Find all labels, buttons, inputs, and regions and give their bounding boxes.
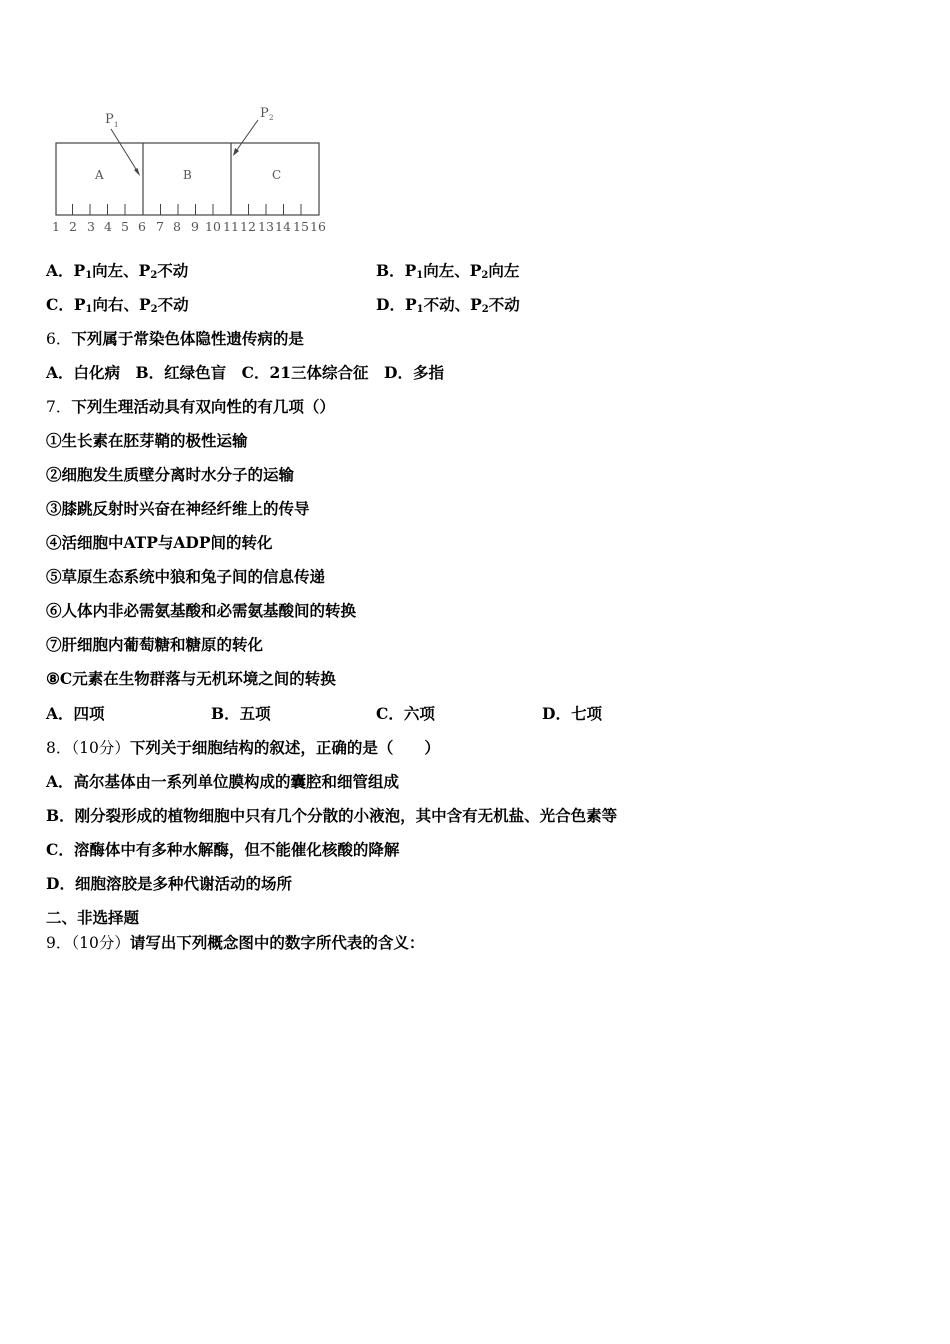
compartment-diagram [48, 98, 348, 238]
compartment-label-c: C [272, 168, 282, 182]
pointer-label-p2: P [260, 106, 269, 121]
scale-label: 11 [223, 219, 239, 234]
q7-stem: 7．下列生理活动具有双向性的有几项（） [46, 397, 335, 416]
scale-label: 12 [240, 219, 256, 234]
q7-item: ③膝跳反射时兴奋在神经纤维上的传导 [46, 499, 310, 518]
scale-label: 14 [275, 219, 291, 234]
q7-option-d[interactable]: D．七项 [542, 704, 602, 723]
scale-ticks [73, 204, 302, 215]
q7-item: ⑥人体内非必需氨基酸和必需氨基酸间的转换 [46, 601, 357, 620]
scale-label: 13 [258, 219, 274, 234]
arrow-p2 [234, 120, 258, 154]
scale-label: 15 [293, 219, 309, 234]
q7-item: ⑧C元素在生物群落与无机环境之间的转换 [46, 669, 336, 688]
q8-option-a[interactable]: A．高尔基体由一系列单位膜构成的囊腔和细管组成 [46, 772, 400, 791]
q6-stem: 6．下列属于常染色体隐性遗传病的是 [46, 329, 304, 348]
q7-item: ④活细胞中ATP与ADP间的转化 [46, 533, 273, 552]
arrowhead-p1 [134, 168, 140, 176]
arrow-p1 [111, 129, 139, 174]
scale-label: 16 [310, 219, 326, 234]
q7-option-a[interactable]: A．四项 [46, 704, 105, 723]
q8-option-c[interactable]: C．溶酶体中有多种水解酶，但不能催化核酸的降解 [46, 840, 400, 859]
scale-label: 2 [69, 219, 77, 234]
q7-item: ⑦肝细胞内葡萄糖和糖原的转化 [46, 635, 264, 654]
scale-label: 8 [173, 219, 181, 234]
scale-label: 9 [191, 219, 199, 234]
q5-option-c[interactable]: C．$P_1$向右、$P_2$不动 [46, 295, 189, 315]
scale-label: 7 [156, 219, 164, 234]
q9-stem: 9．（10分）请写出下列概念图中的数字所代表的含义： [46, 933, 425, 952]
scale-label: 6 [138, 219, 146, 234]
compartment-label-a: A [95, 168, 104, 182]
q5-option-b[interactable]: B．$P_1$向左、$P_2$向左 [376, 261, 520, 281]
q7-option-b[interactable]: B．五项 [211, 704, 271, 723]
scale-label: 4 [104, 219, 112, 234]
pointer-sub-p1: 1 [114, 121, 119, 129]
q5-option-d[interactable]: D．$P_1$不动、$P_2$不动 [376, 295, 520, 315]
q8-stem: 8．（10分）下列关于细胞结构的叙述，正确的是（ ） [46, 738, 440, 757]
q7-option-c[interactable]: C．六项 [376, 704, 435, 723]
q5-option-a[interactable]: A．$P_1$向左、$P_2$不动 [46, 261, 189, 281]
pointer-label-p1: P [105, 112, 114, 127]
q7-item: ①生长素在胚芽鞘的极性运输 [46, 431, 248, 450]
q7-item: ⑤草原生态系统中狼和兔子间的信息传递 [46, 567, 326, 586]
scale-labels [52, 219, 326, 234]
scale-label: 5 [121, 219, 129, 234]
q7-item: ②细胞发生质壁分离时水分子的运输 [46, 465, 295, 484]
scale-label: 10 [205, 219, 221, 234]
scale-label: 3 [87, 219, 95, 234]
compartment-label-b: B [183, 168, 192, 182]
q8-option-d[interactable]: D．细胞溶胶是多种代谢活动的场所 [46, 874, 292, 893]
pointer-sub-p2: 2 [269, 114, 274, 122]
q6-options[interactable]: A．白化病 B．红绿色盲 C．21三体综合征 D．多指 [46, 363, 444, 382]
scale-label: 1 [52, 219, 60, 234]
arrowhead-p2 [233, 148, 239, 156]
q8-option-b[interactable]: B．刚分裂形成的植物细胞中只有几个分散的小液泡，其中含有无机盐、光合色素等 [46, 806, 618, 825]
section-heading: 二、非选择题 [46, 908, 140, 927]
